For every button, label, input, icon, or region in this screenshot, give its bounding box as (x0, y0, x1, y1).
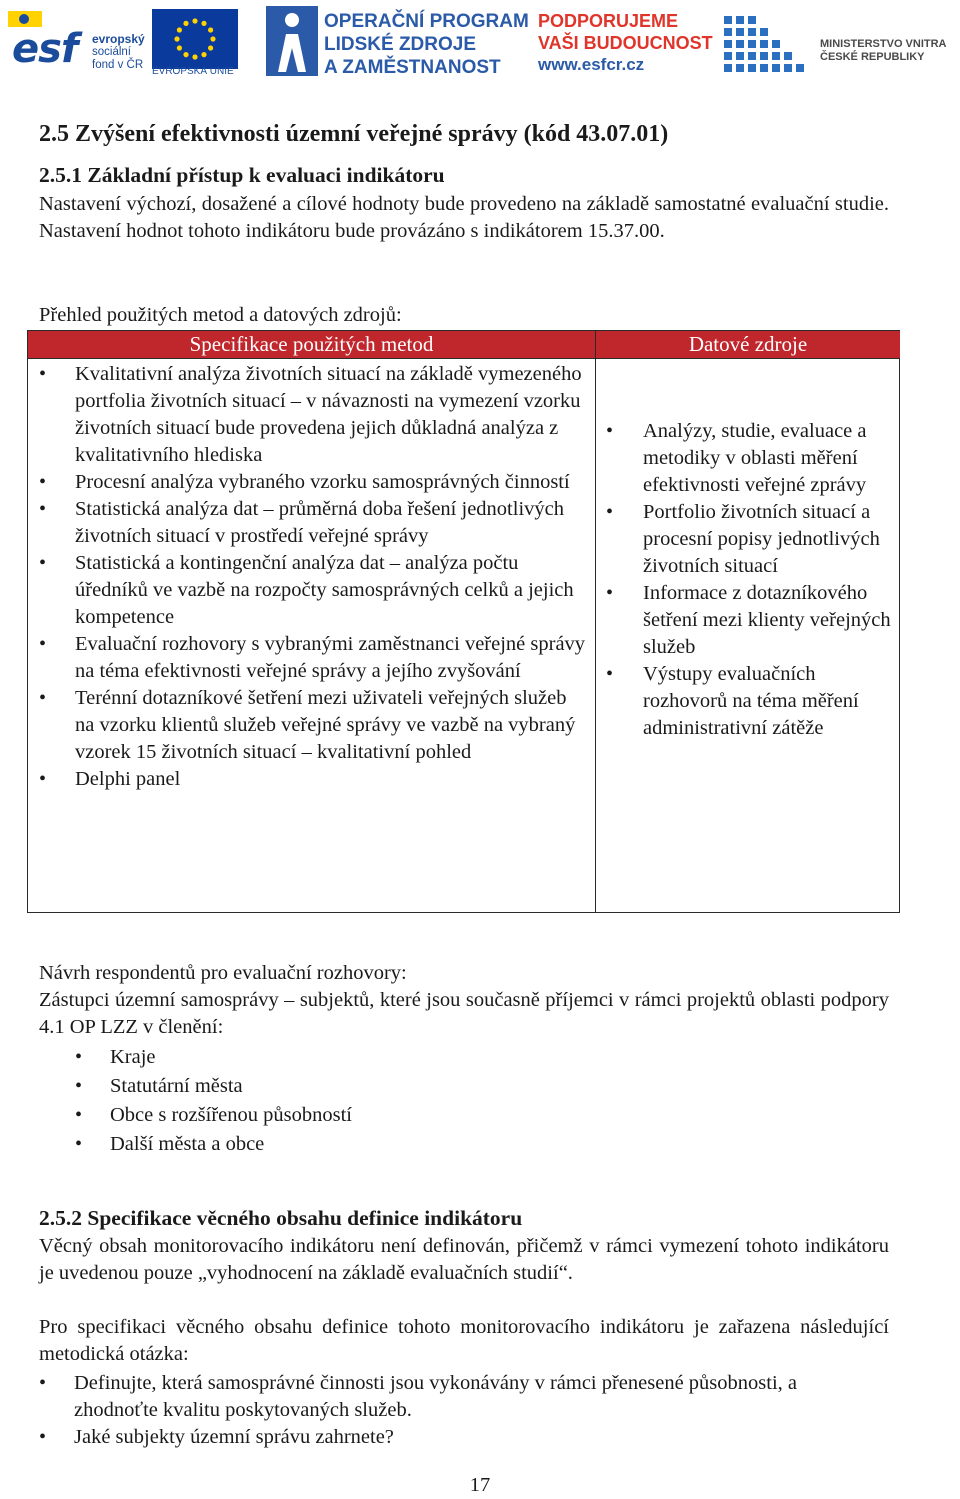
subsection-1-text: Nastavení výchozí, dosažené a cílové hodnoty bude provedeno na základě samostatné evaluační studie. Nastavení hodnot tohoto indikátoru bude provázáno s indikátorem 15.37.00. (39, 193, 889, 242)
respondents-lead: Návrh respondentů pro evaluační rozhovory: (39, 962, 407, 984)
podpor-line2: VAŠI BUDOUCNOST (538, 33, 713, 53)
podpor-line1: PODPORUJEME (538, 11, 679, 31)
method-item: • Statistická analýza dat – průměrná doba řešení jednotlivých životních situací v prostředí veřejné správy (39, 496, 589, 550)
eu-label: EVROPSKÁ UNIE (152, 66, 234, 77)
respondents-list (75, 1043, 352, 1159)
op-figure-icon (266, 6, 318, 76)
method-item: • Evaluační rozhovory s vybranými zaměstnanci veřejné správy na téma efektivnosti veřejné správy a jejího zvyšování (39, 631, 589, 685)
op-text (324, 10, 529, 79)
esf-line1: evropský (92, 32, 145, 46)
ministry-line2: ČESKÉ REPUBLIKY (820, 51, 925, 63)
esf-text (92, 33, 145, 72)
esf-line2: sociální (92, 46, 131, 58)
podporujeme-logo (538, 10, 713, 76)
header-logos (0, 0, 960, 84)
table-column-divider (595, 331, 596, 912)
ministry-text (820, 38, 947, 64)
sources-list (606, 418, 896, 742)
op-line2: LIDSKÉ ZDROJE (324, 34, 477, 55)
subsection-title-1: 2.5.1 Základní přístup k evaluaci indikátoru (39, 163, 445, 187)
respondents-text: Zástupci územní samosprávy – subjektů, které jsou současně příjemci v rámci projektů oblasti podpory 4.1 OP LZZ v členění: (39, 989, 889, 1038)
ministry-logo (722, 12, 958, 76)
op-line3: A ZAMĚSTNANOST (324, 57, 501, 78)
source-item: • Výstupy evaluačních rozhovorů na téma měření administrativní zátěže (606, 661, 896, 742)
methods-lead: Přehled použitých metod a datových zdrojů: (39, 304, 402, 326)
method-item: • Terénní dotazníkové šetření mezi uživateli veřejných služeb na vzorku klientů služeb veřejné správy ve vazbě na vybraný vzorek 15 životních situací – kvalitativní pohled (39, 685, 589, 766)
methods-list (39, 361, 589, 793)
respondent-item: • Další města a obce (75, 1130, 352, 1159)
eu-flag (152, 9, 238, 69)
method-item: • Delphi panel (39, 766, 589, 793)
op-line1: OPERAČNÍ PROGRAM (324, 11, 529, 32)
spec-text-2: Pro specifikaci věcného obsahu definice tohoto monitorovacího indikátoru je zařazena následující metodická otázka: (39, 1316, 889, 1365)
source-item: • Analýzy, studie, evaluace a metodiky v oblasti měření efektivnosti veřejné zprávy (606, 418, 896, 499)
method-item: • Procesní analýza vybraného vzorku samosprávných činností (39, 469, 589, 496)
esf-letters: esf (12, 26, 78, 72)
questions-list (39, 1370, 859, 1451)
spec-text-1: Věcný obsah monitorovacího indikátoru není definován, přičemž v rámci vymezení tohoto indikátoru je uvedenou pouze „vyhodnocení na základě evaluačních studií“. (39, 1235, 889, 1284)
podpor-url: www.esfcr.cz (538, 55, 645, 74)
subsection-title-2: 2.5.2 Specifikace věcného obsahu definice indikátoru (39, 1206, 523, 1230)
methods-table (27, 330, 900, 913)
ministry-dots-icon (722, 12, 814, 76)
method-item: • Kvalitativní analýza životních situací na základě vymezeného portfolia životních situací – v návaznosti na vymezení vzorku životních situací bude provedena jejich důkladná analýza z kvalitativního hlediska (39, 361, 589, 469)
respondent-item: • Statutární města (75, 1072, 352, 1101)
source-item: • Portfolio životních situací a procesní popisy jednotlivých životních situací (606, 499, 896, 580)
esf-line3: fond v ČR (92, 59, 144, 71)
table-header-methods: Specifikace použitých metod (28, 331, 595, 358)
ministry-line1: MINISTERSTVO VNITRA (820, 38, 947, 50)
question-item: • Definujte, která samosprávné činnosti jsou vykonávány v rámci přenesené působnosti, a zhodnoťte kvalitu poskytovaných služeb. (39, 1370, 859, 1424)
section-title: 2.5 Zvýšení efektivnosti územní veřejné správy (kód 43.07.01) (39, 121, 669, 147)
page-number: 17 (469, 1474, 491, 1496)
source-item: • Informace z dotazníkového šetření mezi klienty veřejných služeb (606, 580, 896, 661)
respondent-item: • Kraje (75, 1043, 352, 1072)
eu-stars-icon (152, 9, 238, 69)
table-header-divider (28, 358, 899, 359)
question-item: • Jaké subjekty územní správu zahrnete? (39, 1424, 859, 1451)
op-lzz-logo (262, 6, 529, 78)
table-header-sources: Datové zdroje (596, 331, 900, 358)
method-item: • Statistická a kontingenční analýza dat – analýza počtu úředníků ve vazbě na rozpočty samosprávných celků a jejich kompetence (39, 550, 589, 631)
respondent-item: • Obce s rozšířenou působností (75, 1101, 352, 1130)
